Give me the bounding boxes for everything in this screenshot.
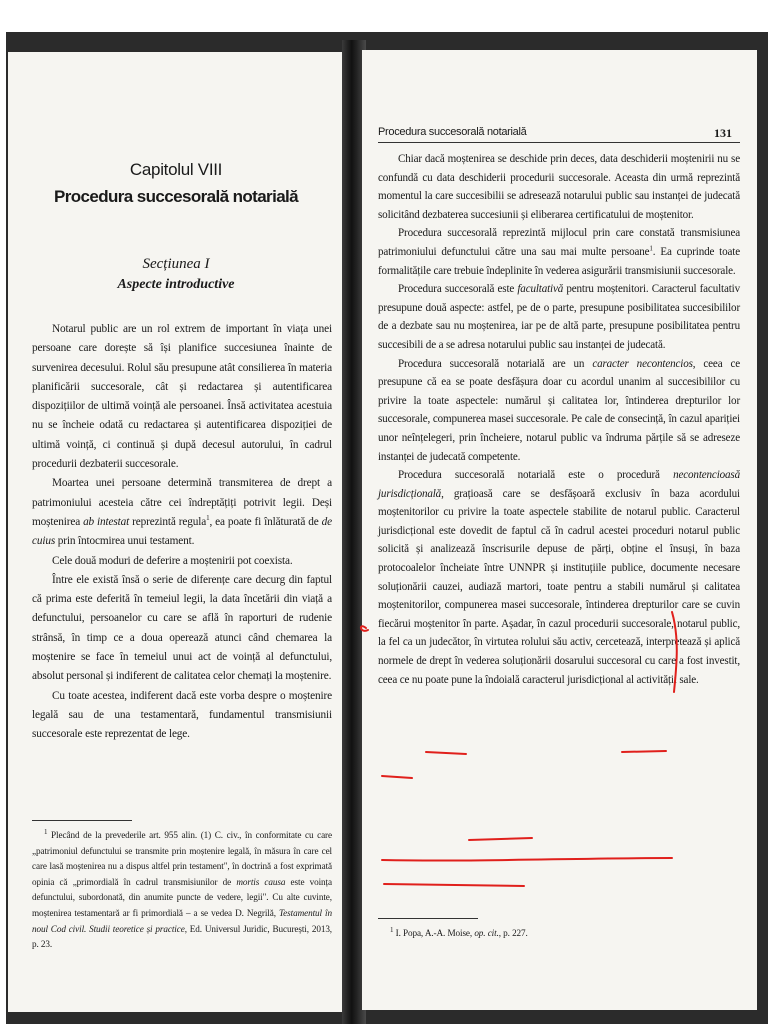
section-title: Aspecte introductive [117,277,235,292]
footnote-divider [378,918,478,919]
running-head: Procedura succesorală notarială [378,126,527,138]
paragraph: Procedura succesorală este facultativă pentru moștenitori. Caracterul facultativ presupune două aspecte: astfel, pe de o parte, presupune posibilitatea succesibililor de a dezbate sau nu moștenirea, iar pe de altă parte, presupune posibilitatea pentru succesibili de a se adresa notarului public sau instanței de judecată. [378,283,740,351]
footnote-ref: 1 [206,514,210,523]
section-label: Secțiunea I [142,256,210,272]
left-footnote: $^1$ Plecând de la prevederile art. 955 alin. (1) C. civ., în conformitate cu care „patrimoniul defunctului se transmite prin moștenire legală, în măsura în care cel care lasă moștenirea nu a dispus altfel prin testament", în doctrină a fost exprimată opinia că „primordială în cadrul transmisiunilor de mortis causa este voința defunctului, subordonată, din anumite puncte de vedere, legii". Cu alte cuvinte, moștenirea testamentară ar fi primordială – a se vedea D. Negrilă, Testamentul în noul Cod civil. Studii teoretice și practice, Ed. Universul Juridic, București, 2013, p. 23. [32,827,333,950]
paragraph: Cele două moduri de deferire a moștenirii pot coexista. [52,554,293,567]
paragraph: Procedura succesorală reprezintă mijlocul prin care constată transmisiunea patrimoniului defunctului către una sau mai multe persoane$^1$. Ea cuprinde toate formalitățile care trebuie îndeplinite în vederea asigurării transmisiunii succesorale. [378,227,740,277]
footnote-divider [32,820,132,821]
footnote-ref: 1 [649,244,653,253]
chapter-title: Procedura succesorală notarială [53,187,299,206]
page-number: 131 [714,126,732,140]
paragraph: Chiar dacă moștenirea se deschide prin deces, data deschiderii moștenirii nu se confundă cu data deschiderii procedurii succesorale. Aceasta din urmă reprezintă momentul la care succesibilii se adresează notarului public sau instanței de judecată solicitând dezbaterea succesiunii și eliberarea certificatului de moștenitor. [378,153,740,221]
paragraph: Moartea unei persoane determină transmiterea de drept a patrimoniului acesteia către cei îndreptățiți potrivit legii. Deși moștenirea ab intestat reprezintă regula$^1$, ea poate fi înlăturată de de cuius prin întocmirea unui testament. [32,477,333,548]
header-divider [378,142,740,143]
right-body-text [378,150,740,689]
paragraph: Cu toate acestea, indiferent dacă este vorba despre o moștenire legală sau de una testamentară, fundamentul transmisiunii succesorale este reprezentat de lege. [32,689,332,741]
chapter-label: Capitolul VIII [129,160,223,179]
paragraph: Între ele există însă o serie de diferențe care decurg din faptul că prima este deferită în temeiul legii, la data încetării din viață a defunctului, persoanelor cu care se află în raporturi de rudenie strânsă, în timp ce a doua operează atunci când chemarea la moștenire se face în temeiul unui act de voință al defunctului, absolut personal și indiferent de calitatea celor chemați la moștenire. [32,573,332,683]
right-footnote: $^1$ I. Popa, A.-A. Moise, op. cit., p. 227. [390,925,528,938]
left-page [8,52,344,1012]
left-body-text [32,320,332,745]
paragraph: Procedura succesorală notarială este o procedură necontencioasă jurisdicțională, grațioasă care se desfășoară exclusiv în baza acordului moștenitorilor cu privire la toate aspectele stabilite de notarul public. Caracterul jurisdicțional este dovedit de faptul că în cadrul acestei proceduri notarul public solicită și analizează înscrisurile depuse de părți, obține el însuși, în baza protocoalelor încheiate între UNNPR și instituțiile publice, documente necesare soluționării cauzei, audiază martori, toate pentru a stabili numărul și calitatea moștenitorilor, compunerea masei succesorale, întinderea drepturilor care se cuvin fiecărui moștenitor în parte. Așadar, în cazul procedurii succesorale, notarul public, la fel ca un judecător, în virtutea rolului său activ, cercetează, interpretează și aplică normele de drept în vederea soluționării dosarului succesoral cu care a fost investit, ceea ce nu poate pune la îndoială caracterul jurisdicțional al activității sale. [378,469,740,686]
paragraph: Procedura succesorală notarială are un caracter necontencios, ceea ce presupune că ea se poate desfășura doar cu acordul unanim al succesibililor cu privire la toate aspectele: numărul și calitatea lor, întinderea drepturilor lor succesorale, compunerea masei succesorale. Pe cale de consecință, în cazul apariției unor neînțelegeri, prin încheiere, notarul public va îndruma părțile să se adreseze instanței de judecată competente. [378,357,740,463]
paragraph: Notarul public are un rol extrem de important în viața unei persoane care dorește să își planifice succesiunea înainte de survenirea decesului. Rolul său presupune atât consilierea în materia planificării succesorale, cât și redactarea și autentificarea dispozițiilor de ultimă voință ale persoanei. Însă activitatea acestuia nu se încheie odată cu redactarea și autentificarea dispoziției de ultimă voință, ci continuă și după decesul autorului, în cadrul procedurii dezbaterii succesorale. [32,323,332,471]
right-page [362,50,757,1010]
